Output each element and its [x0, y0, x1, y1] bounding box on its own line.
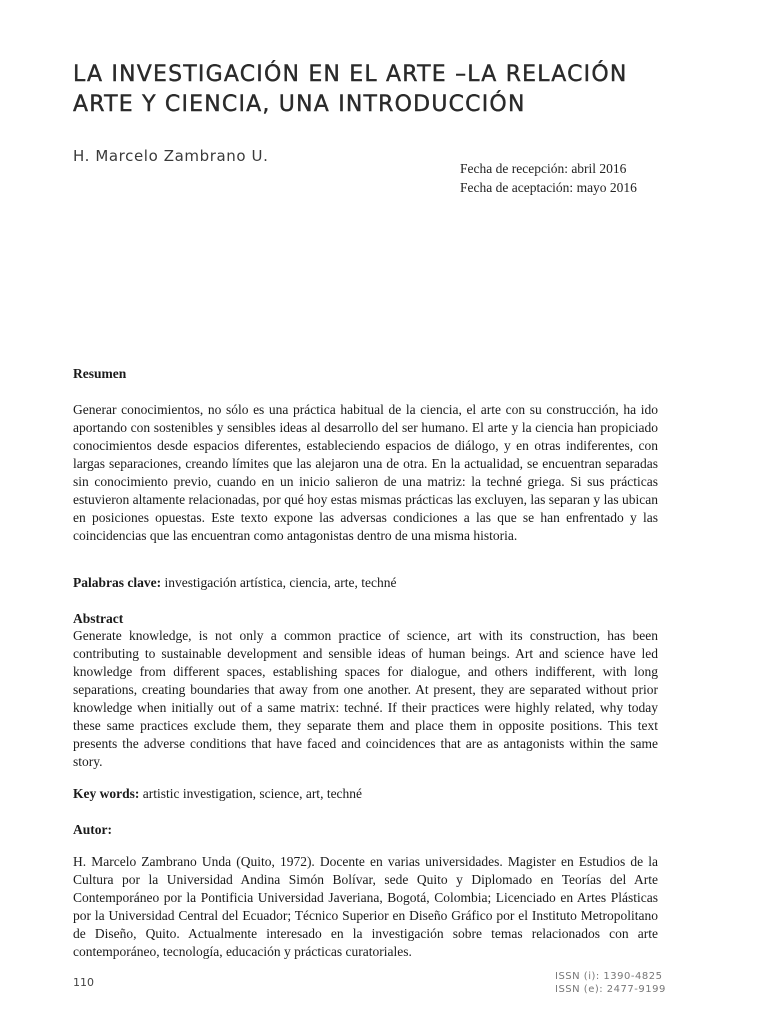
key-words — [73, 785, 658, 803]
submission-dates — [460, 159, 637, 197]
acceptance-date: Fecha de aceptación: mayo 2016 — [460, 180, 637, 195]
palabras-clave-label: Palabras clave: — [73, 575, 162, 590]
author-name: H. Marcelo Zambrano U. — [73, 147, 269, 165]
palabras-clave-value: investigación artística, ciencia, arte, techné — [161, 575, 397, 590]
title-line-2: ARTE Y CIENCIA, UNA INTRODUCCIÓN — [73, 92, 526, 117]
key-words-label: Key words: — [73, 786, 140, 801]
palabras-clave — [73, 574, 658, 592]
resumen-heading: Resumen — [73, 366, 127, 381]
issn-electronic: ISSN (e): 2477-9199 — [555, 984, 666, 995]
resumen-text: Generar conocimientos, no sólo es una práctica habitual de la ciencia, el arte con su construcción, ha ido aportando con sostenibles y sensibles ideas al desarrollo del ser humano. El arte y la ciencia han propiciado conocimientos desde espacios diferentes, estableciendo espacios de diálogo, y en otras indiferentes, con largas separaciones, creando límites que las alejaron una de otra. En la actualidad, se encuentran separadas sin conocimiento previo, cuando en un inicio salieron de una matriz: la techné griega. Si sus prácticas estuvieron altamente relacionadas, por qué hoy estas mismas prácticas las excluyen, las separan y las ubican en posiciones opuestas. Este texto expone las adversas condiciones a las que se han enfrentado y las coincidencias que las encuentran como antagonistas dentro de una misma historia. — [73, 402, 658, 543]
title-line-1: LA INVESTIGACIÓN EN EL ARTE –LA RELACIÓN — [73, 62, 628, 87]
autor-heading: Autor: — [73, 822, 112, 837]
issn-block — [555, 970, 666, 996]
reception-date: Fecha de recepción: abril 2016 — [460, 161, 627, 176]
autor-text: H. Marcelo Zambrano Unda (Quito, 1972). Docente en varias universidades. Magister en Estudios de la Cultura por la Universidad Andina Simón Bolívar, sede Quito y Diplomado en Teorías del Arte Contemporáneo por la Pontificia Universidad Javeriana, Bogotá, Colombia; Licenciado en Artes Plásticas por la Universidad Central del Ecuador; Técnico Superior en Diseño Gráfico por el Instituto Metropolitano de Diseño, Quito. Actualmente interesado en la investigación sobre temas relacionados con arte contemporáneo, tecnología, educación y prácticas curatoriales. — [73, 854, 658, 959]
abstract-heading: Abstract — [73, 611, 124, 626]
issn-print: ISSN (i): 1390-4825 — [555, 971, 663, 982]
article-title — [73, 60, 693, 120]
page-number: 110 — [73, 976, 94, 989]
abstract-text: Generate knowledge, is not only a common practice of science, art with its construction, has been contributing to sustainable development and sensible ideas of human beings. Art and science have led knowledge from different spaces, establishing spaces for dialogue, and others indifferent, with long separations, creating boundaries that away from one another. At present, they are separated without prior knowledge when initially out of a same matrix: techné. If their practices were highly related, why today these same practices exclude them, they separate them and place them in opposite positions. This text presents the adverse conditions that have faced and coincidences that are as antagonists within the same story. — [73, 628, 658, 769]
key-words-value: artistic investigation, science, art, techné — [139, 786, 363, 801]
